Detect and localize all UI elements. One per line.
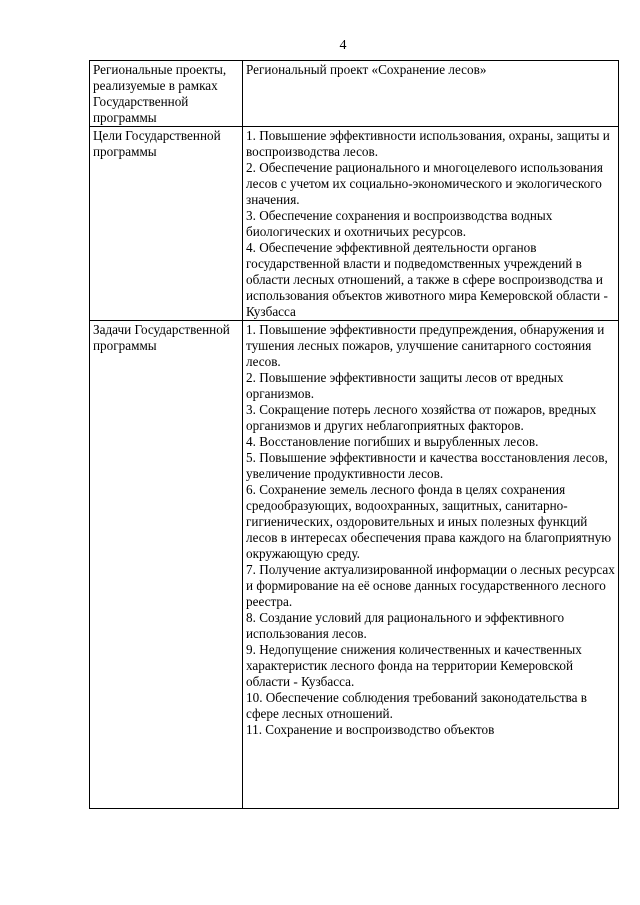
table-row-tasks <box>90 321 619 809</box>
row-value-tasks <box>243 321 619 809</box>
program-passport-table <box>89 60 619 809</box>
task-item: 10. Обеспечение соблюдения требований законодательства в сфере лесных отношений. <box>246 690 588 721</box>
goal-item: 4. Обеспечение эффективной деятельности органов государственной власти и подведомственных учреждений в области лесных отношений, а также в сфере воспроизводства и использования объектов животного мира Кемеровской области - Кузбасса <box>246 240 608 319</box>
row-label-regional-projects: Региональные проекты, реализуемые в рамках Государственной программы <box>90 61 243 127</box>
table-row-regional-projects <box>90 61 619 127</box>
task-item: 5. Повышение эффективности и качества восстановления лесов, увеличение продуктивности лесов. <box>246 450 608 481</box>
goal-item: 1. Повышение эффективности использования, охраны, защиты и воспроизводства лесов. <box>246 128 610 159</box>
row-label-goals: Цели Государственной программы <box>90 127 243 321</box>
table-row-goals <box>90 127 619 321</box>
task-item: 4. Восстановление погибших и вырубленных лесов. <box>246 434 539 449</box>
goal-item: 3. Обеспечение сохранения и воспроизводства водных биологических и охотничьих ресурсов. <box>246 208 553 239</box>
row-value-goals <box>243 127 619 321</box>
task-item: 11. Сохранение и воспроизводство объектов <box>246 722 495 737</box>
row-value-regional-projects <box>243 61 619 127</box>
task-item: 9. Недопущение снижения количественных и качественных характеристик лесного фонда на территории Кемеровской области - Кузбасса. <box>246 642 582 689</box>
task-item: 7. Получение актуализированной информации о лесных ресурсах и формирование на её основе данных государственного лесного реестра. <box>246 562 615 609</box>
task-item: 8. Создание условий для рационального и эффективного использования лесов. <box>246 610 565 641</box>
regional-project-item: Региональный проект «Сохранение лесов» <box>246 62 487 77</box>
row-label-tasks: Задачи Государственной программы <box>90 321 243 809</box>
page-number: 4 <box>339 38 347 53</box>
goal-item: 2. Обеспечение рационального и многоцелевого использования лесов с учетом их социально-экономического и экологического значения. <box>246 160 603 207</box>
task-item: 3. Сокращение потерь лесного хозяйства от пожаров, вредных организмов и других неблагоприятных факторов. <box>246 402 597 433</box>
task-item: 6. Сохранение земель лесного фонда в целях сохранения средообразующих, водоохранных, защитных, санитарно-гигиенических, оздоровительных и иных полезных функций лесов в интересах обеспечения права каждого на благоприятную окружающую среду. <box>246 482 612 561</box>
task-item: 2. Повышение эффективности защиты лесов от вредных организмов. <box>246 370 564 401</box>
task-item: 1. Повышение эффективности предупреждения, обнаружения и тушения лесных пожаров, улучшение санитарного состояния лесов. <box>246 322 605 369</box>
